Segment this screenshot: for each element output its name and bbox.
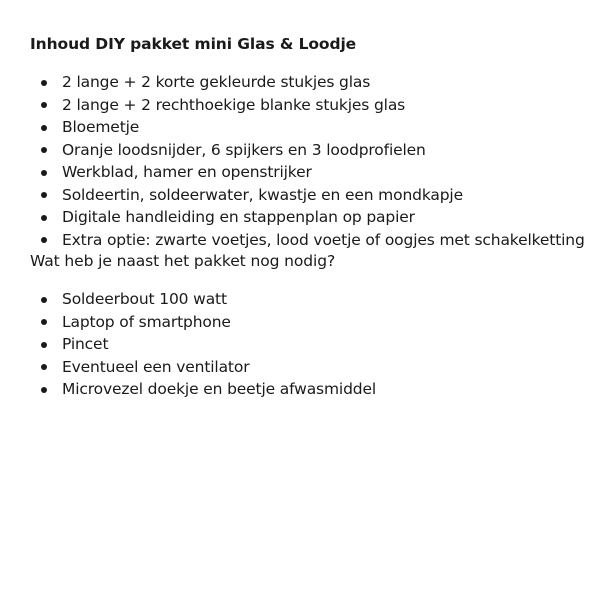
bullet-icon — [41, 125, 47, 131]
list-item — [30, 206, 590, 229]
bullet-icon — [41, 387, 47, 393]
list-item-text: Extra optie: zwarte voetjes, lood voetje of oogjes met schakelketting — [62, 230, 585, 249]
bullet-icon — [41, 297, 47, 303]
contents-list — [30, 71, 590, 251]
list-item — [30, 116, 590, 139]
list-item-text: Werkblad, hamer en openstrijker — [62, 163, 312, 181]
list-item-text: Digitale handleiding en stappenplan op papier — [62, 208, 415, 226]
list-item — [30, 229, 590, 252]
contents-heading: Inhoud DIY pakket mini Glas & Loodje — [30, 35, 357, 53]
list-item-text: 2 lange + 2 rechthoekige blanke stukjes glas — [62, 95, 406, 114]
list-item — [30, 71, 590, 94]
list-item — [30, 161, 590, 184]
list-item-text: 2 lange + 2 korte gekleurde stukjes glas — [62, 73, 371, 91]
list-item — [30, 288, 590, 311]
bullet-icon — [41, 237, 47, 243]
bullet-icon — [41, 80, 47, 86]
bullet-icon — [41, 192, 47, 198]
list-item-text: Bloemetje — [62, 118, 140, 136]
bullet-icon — [41, 319, 47, 325]
list-item — [30, 311, 590, 334]
bullet-icon — [41, 147, 47, 153]
list-item — [30, 184, 590, 207]
list-item-text: Eventueel een ventilator — [62, 357, 250, 376]
bullet-icon — [41, 364, 47, 370]
list-item-text: Oranje loodsnijder, 6 spijkers en 3 loodprofielen — [62, 140, 426, 159]
list-item-text: Microvezel doekje en beetje afwasmiddel — [62, 380, 376, 398]
list-item — [30, 139, 590, 162]
bullet-icon — [41, 170, 47, 176]
list-item-text: Pincet — [62, 335, 109, 353]
list-item — [30, 333, 590, 356]
list-item-text: Laptop of smartphone — [62, 312, 231, 331]
bullet-icon — [41, 215, 47, 221]
list-item — [30, 356, 590, 379]
list-item — [30, 378, 590, 401]
bullet-icon — [41, 342, 47, 348]
list-item-text: Soldeertin, soldeerwater, kwastje en een mondkapje — [62, 185, 463, 204]
needed-heading: Wat heb je naast het pakket nog nodig? — [30, 252, 336, 270]
document-content — [30, 34, 590, 401]
needed-list — [30, 288, 590, 401]
list-item-text: Soldeerbout 100 watt — [62, 290, 227, 308]
bullet-icon — [41, 102, 47, 108]
list-item — [30, 94, 590, 117]
